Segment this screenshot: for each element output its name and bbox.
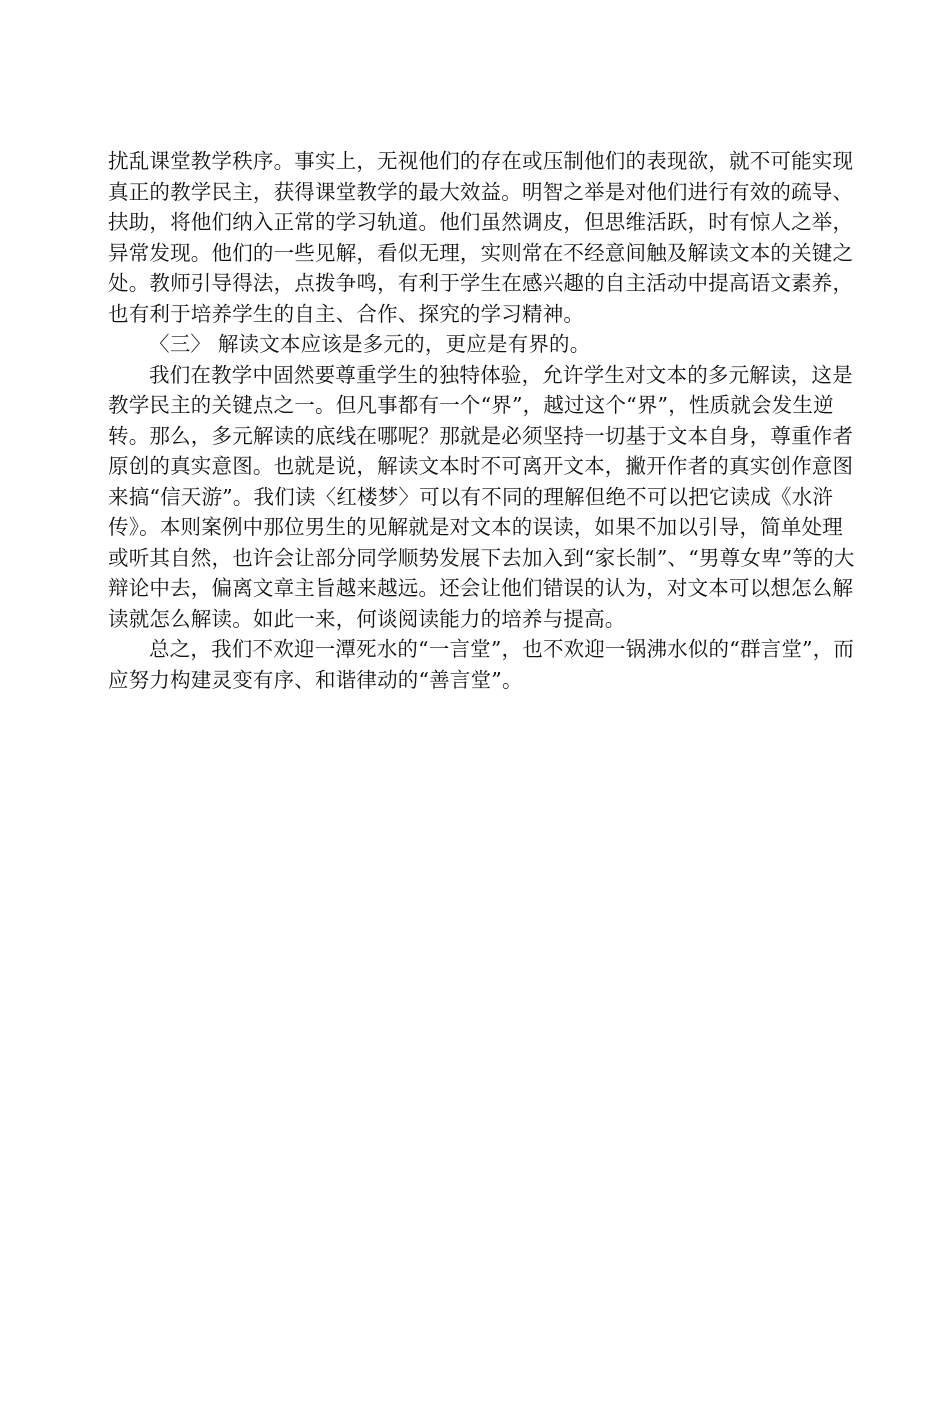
document-body xyxy=(108,146,858,695)
paragraph-multiple-readings: 我们在教学中固然要尊重学生的独特体验，允许学生对文本的多元解读，这是教学民主的关键点之一。但凡事都有一个“界”，越过这个“界”，性质就会发生逆转。那么，多元解读的底线在哪呢？那就是必须坚持一切基于文本自身，尊重作者原创的真实意图。也就是说，解读文本时不可离开文本，撇开作者的真实创作意图来搞“信天游”。我们读〈红楼梦〉可以有不同的理解但绝不可以把它读成《水浒传》。本则案例中那位男生的见解就是对文本的误读，如果不加以引导，简单处理或听其自然，也许会让部分同学顺势发展下去加入到“家长制”、“男尊女卑”等的大辩论中去，偏离文章主旨越来越远。还会让他们错误的认为，对文本可以想怎么解读就怎么解读。如此一来，何谈阅读能力的培养与提高。 xyxy=(108,362,855,631)
paragraph-conclusion: 总之，我们不欢迎一潭死水的“一言堂”，也不欢迎一锅沸水似的“群言堂”，而应努力构建灵变有序、和谐律动的“善言堂”。 xyxy=(108,637,855,692)
section-heading-three: 〈三〉 解读文本应该是多元的，更应是有界的。 xyxy=(149,332,591,356)
paragraph-continuation: 扰乱课堂教学秩序。事实上，无视他们的存在或压制他们的表现欲，就不可能实现真正的教学民主，获得课堂教学的最大效益。明智之举是对他们进行有效的疏导、扶助，将他们纳入正常的学习轨道。他们虽然调皮，但思维活跃，时有惊人之举，异常发现。他们的一些见解，看似无理，实则常在不经意间触及解读文本的关键之处。教师引导得法，点拨争鸣，有利于学生在感兴趣的自主活动中提高语文素养，也有利于培养学生的自主、合作、探究的学习精神。 xyxy=(108,149,854,326)
